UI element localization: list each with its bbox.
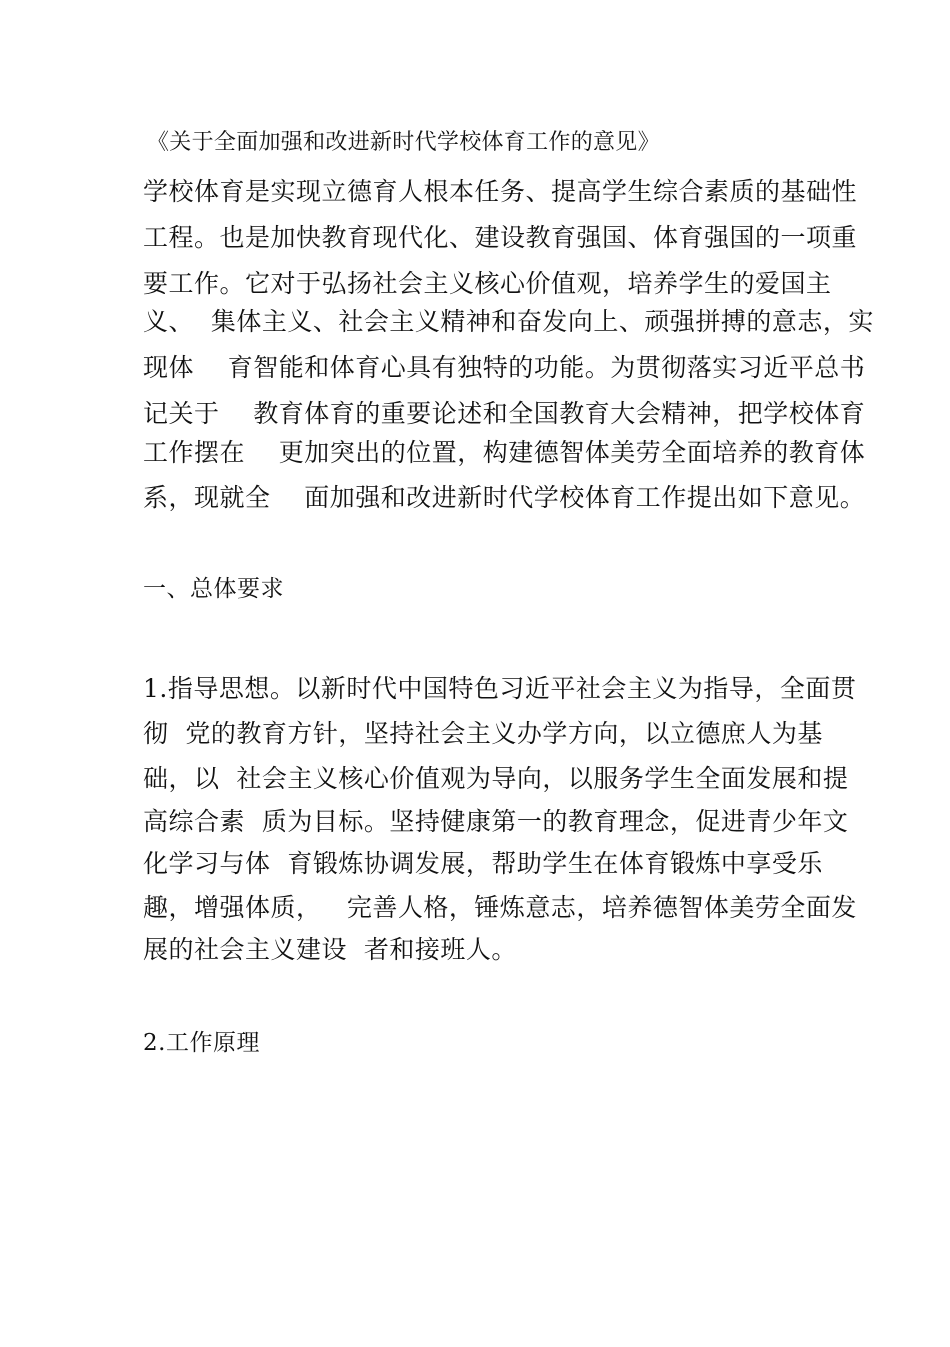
intro-line: 工作摆在 更加突出的位置，构建德智体美劳全面培养的教育体 [143,438,866,467]
document-title: 《关于全面加强和改进新时代学校体育工作的意见》 [147,130,660,155]
item-2-heading: 2.工作原理 [143,1030,260,1056]
section-heading: 一、总体要求 [143,576,284,602]
item-1-line: 础，以 社会主义核心价值观为导向，以服务学生全面发展和提 [143,764,849,793]
intro-line: 要工作。它对于弘扬社会主义核心价值观，培养学生的爱国主 [143,269,832,298]
item-1-line: 彻 党的教育方针，坚持社会主义办学方向，以立德庶人为基 [143,719,823,748]
intro-line: 现体 育智能和体育心具有独特的功能。为贯彻落实习近平总书 [143,353,866,382]
intro-line: 工程。也是加快教育现代化、建设教育强国、体育强国的一项重 [143,223,858,252]
intro-line: 记关于 教育体育的重要论述和全国教育大会精神，把学校体育 [143,399,866,428]
item-1-line: 1.指导思想。以新时代中国特色习近平社会主义为指导，全面贯 [143,674,857,703]
item-1-line: 化学习与体 育锻炼协调发展，帮助学生在体育锻炼中享受乐 [143,849,823,878]
item-1-line: 趣，增强体质， 完善人格，锤炼意志，培养德智体美劳全面发 [143,893,857,922]
intro-line: 义、 集体主义、社会主义精神和奋发向上、顽强拼搏的意志，实 [143,307,874,336]
intro-line: 系，现就全 面加强和改进新时代学校体育工作提出如下意见。 [143,483,866,512]
item-1-line: 展的社会主义建设 者和接班人。 [143,935,517,964]
intro-line: 学校体育是实现立德育人根本任务、提高学生综合素质的基础性 [143,177,858,206]
item-1-line: 高综合素 质为目标。坚持健康第一的教育理念，促进青少年文 [143,807,849,836]
